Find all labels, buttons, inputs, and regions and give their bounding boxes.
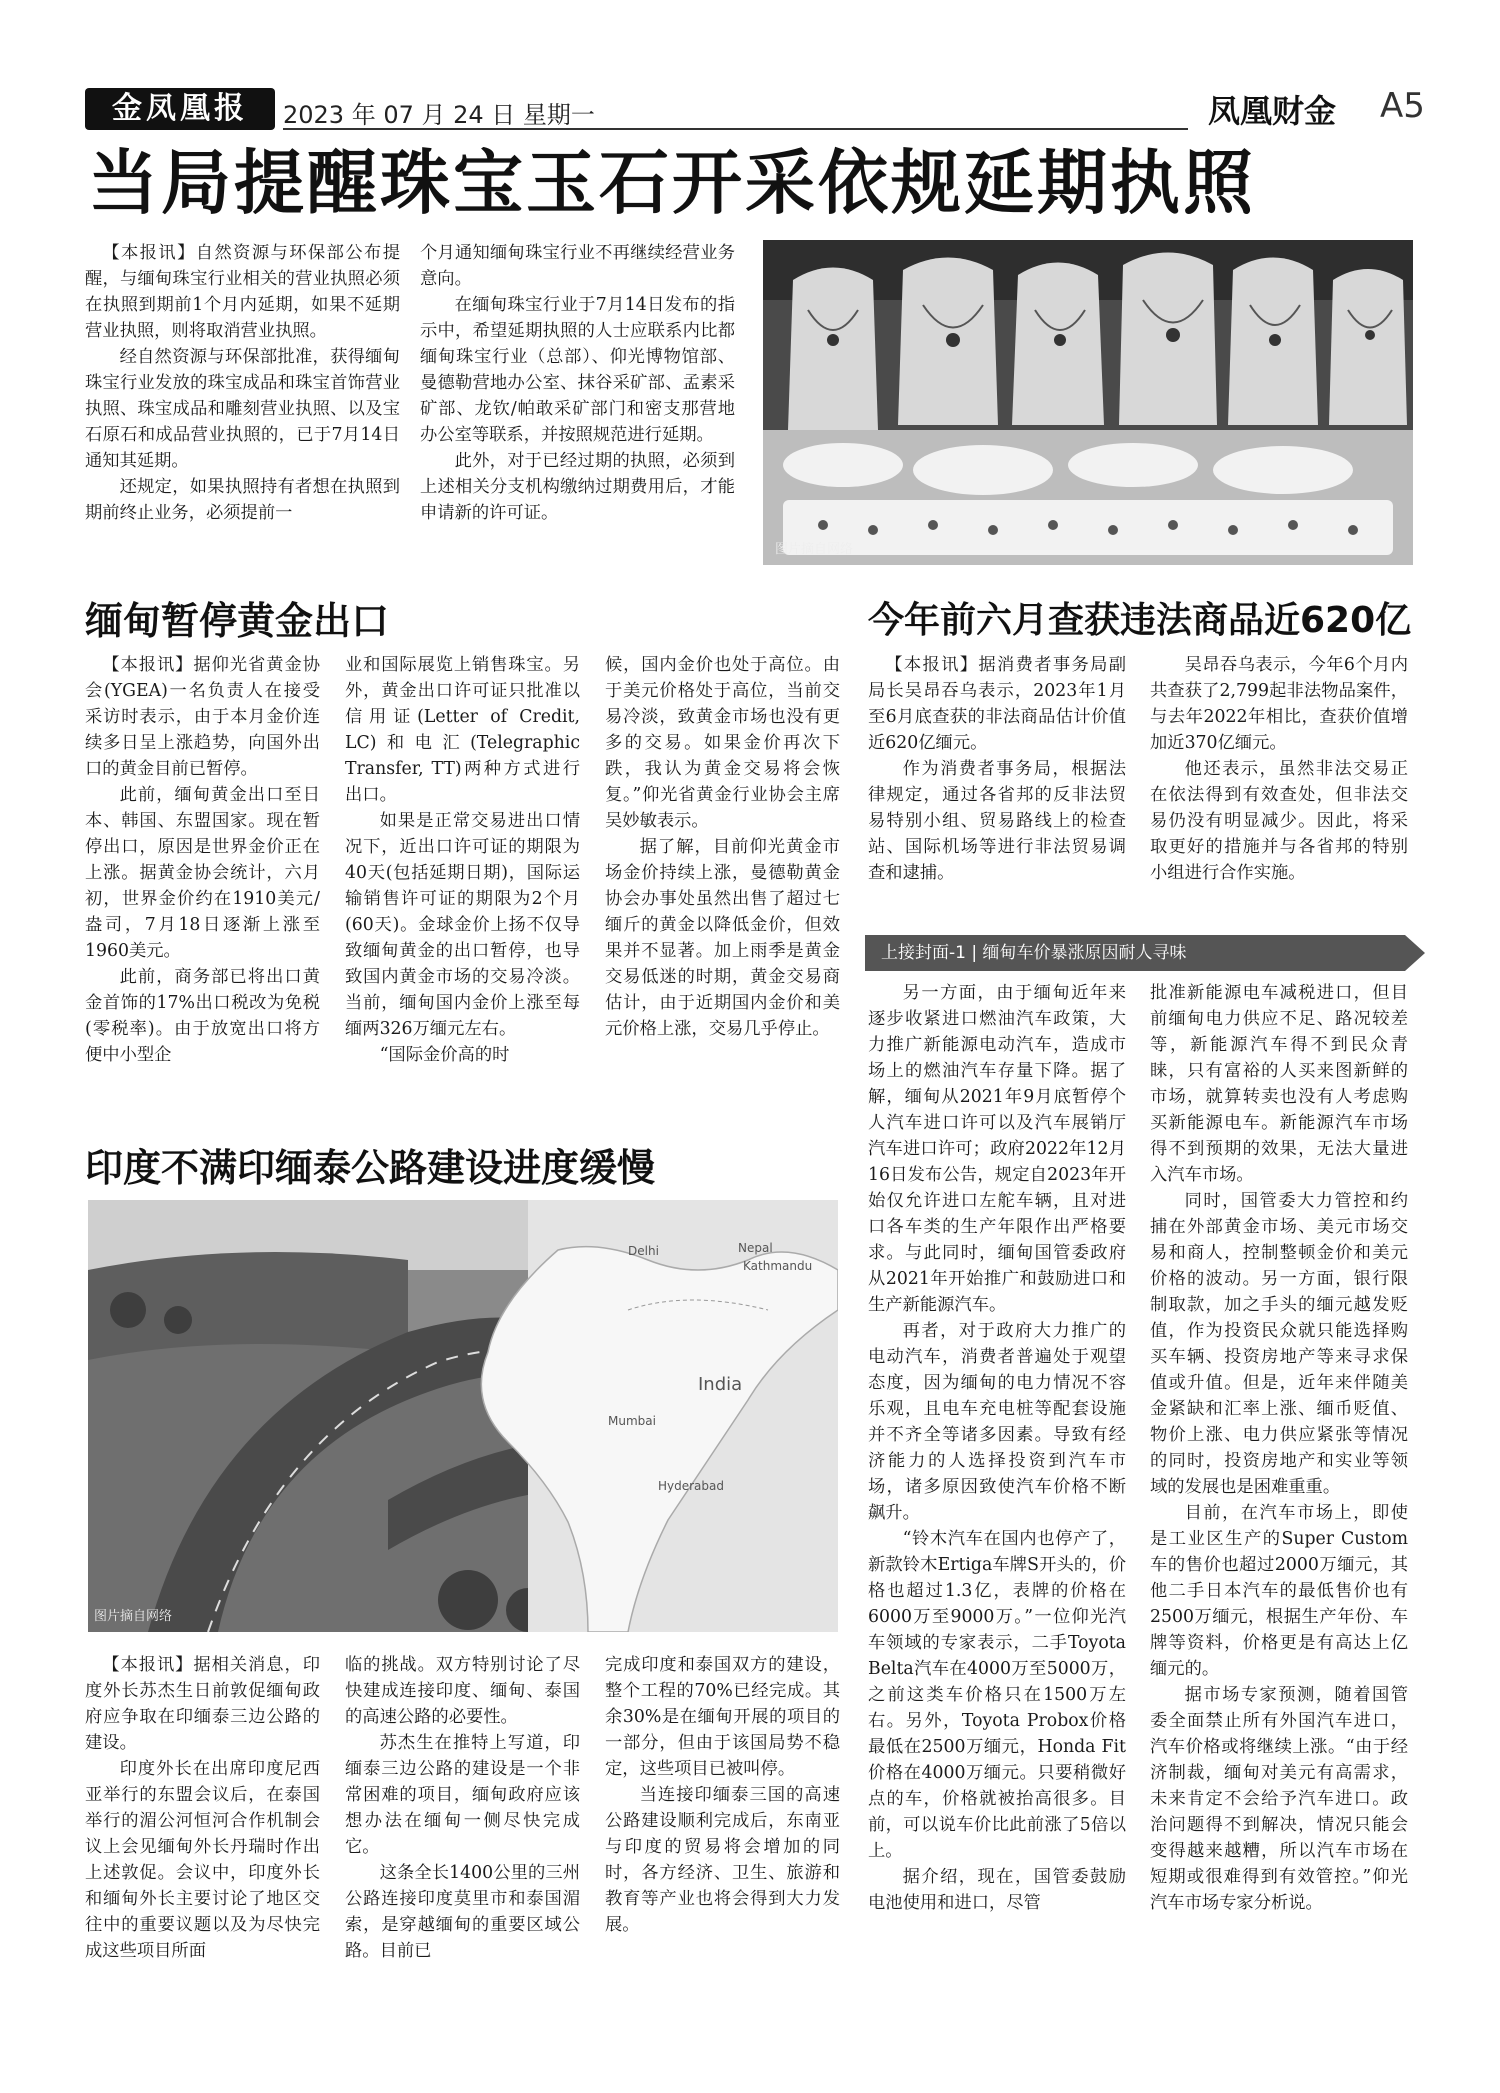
article4-column-1 — [868, 980, 1126, 1916]
paragraph: 此前，商务部已将出口黄金首饰的17%出口税改为免税(零税率)。由于放宽出口将方便中小型企 — [85, 967, 320, 1065]
paragraph: 印度外长在出席印度尼西亚举行的东盟会议后，在泰国举行的湄公河恒河合作机制会议上会见缅甸外长丹瑞时作出上述敦促。会议中，印度外长和缅甸外长主要讨论了地区交往中的重要议题以及为尽快完成这些项目所面 — [85, 1759, 320, 1961]
paragraph: 经自然资源与环保部批准，获得缅甸珠宝行业发放的珠宝成品和珠宝首饰营业执照、珠宝成品和雕刻营业执照、以及宝石原石和成品营业执照的，已于7月14日通知其延期。 — [85, 347, 400, 471]
article2-headline: 缅甸暂停黄金出口 — [85, 599, 390, 643]
photo-caption: 图片摘自网络 — [94, 1609, 173, 1624]
jewelry-display-illustration — [763, 240, 1413, 565]
paragraph: 苏杰生在推特上写道，印缅泰三边公路的建设是一个非常困难的项目，缅甸政府应该想办法在缅甸一侧尽快完成它。 — [345, 1733, 580, 1857]
paragraph: 业和国际展览上销售珠宝。另外，黄金出口许可证只批准以信用证(Letter of Credit, LC)和电汇(Telegraphic Transfer, TT)两种方式进行出口。 — [345, 655, 580, 805]
paragraph: 候，国内金价也处于高位。由于美元价格处于高位，当前交易冷淡，致黄金市场也没有更多的交易。如果金价再次下跌，我认为黄金交易将会恢复。”仰光省黄金行业协会主席吴妙敏表示。 — [605, 655, 840, 831]
paragraph: 【本报讯】自然资源与环保部公布提醒，与缅甸珠宝行业相关的营业执照必须在执照到期前1个月内延期，如果不延期营业执照，则将取消营业执照。 — [85, 243, 400, 341]
paragraph: 目前，在汽车市场上，即使是工业区生产的Super Custom车的售价也超过2000万缅元，其他二手日本汽车的最低售价也有2500万缅元，根据生产年份、车牌等资料，价格更是有高达上亿缅元的。 — [1150, 1503, 1408, 1679]
paragraph: 他还表示，虽然非法交易正在依法得到有效查处，但非法交易仍没有明显减少。因此，将采取更好的措施并与各省邦的特别小组进行合作实施。 — [1150, 759, 1408, 883]
paragraph: 此前，缅甸黄金出口至日本、韩国、东盟国家。现在暂停出口，原因是世界金价正在上涨。据黄金协会统计，六月初，世界金价约在1910美元/盎司，7月18日逐渐上涨至1960美元。 — [85, 785, 320, 961]
photo-caption: 图片摘自网络 — [775, 542, 854, 557]
paragraph: 在缅甸珠宝行业于7月14日发布的指示中，希望延期执照的人士应联系内比都缅甸珠宝行业（总部）、仰光博物馆部、曼德勒营地办公室、抹谷采矿部、孟素采矿部、龙钦/帕敢采矿部门和密支那营地办公室等联系，并按照规范进行延期。 — [420, 295, 735, 445]
paragraph: 【本报讯】据仰光省黄金协会(YGEA)一名负责人在接受采访时表示，由于本月金价连续多日呈上涨趋势，向国外出口的黄金目前已暂停。 — [85, 655, 320, 779]
paragraph: 【本报讯】据相关消息，印度外长苏杰生日前敦促缅甸政府应争取在印缅泰三边公路的建设。 — [85, 1655, 320, 1753]
highway-map-illustration — [88, 1200, 838, 1632]
article2-column-3 — [605, 652, 840, 1042]
article2-column-1 — [85, 652, 320, 1068]
article3-column-1 — [868, 652, 1126, 886]
paragraph: 这条全长1400公里的三州公路连接印度莫里市和泰国湄索，是穿越缅甸的重要区域公路。目前已 — [345, 1863, 580, 1961]
article3-column-2 — [1150, 652, 1408, 886]
paragraph: 批准新能源电车减税进口，但目前缅甸电力供应不足、路况较差等，新能源汽车得不到民众青睐，只有富裕的人买来图新鲜的市场，就算转卖也没有人考虑购买新能源电车。新能源汽车市场得不到预期的效果，无法大量进入汽车市场。 — [1150, 983, 1408, 1185]
paragraph: 据了解，目前仰光黄金市场金价持续上涨，曼德勒黄金协会办事处虽然出售了超过七缅斤的黄金以降低金价，但效果并不显著。加上雨季是黄金交易低迷的时期，黄金交易商估计，由于近期国内金价和美元价格上涨，交易几乎停止。 — [605, 837, 840, 1039]
paragraph: 再者，对于政府大力推广的电动汽车，消费者普遍处于观望态度，因为缅甸的电力情况不容乐观，且电车充电桩等配套设施并不齐全等诸多因素。导致有经济能力的人选择投资到汽车市场，诸多原因致使汽车价格不断飙升。 — [868, 1321, 1126, 1523]
paragraph: 临的挑战。双方特别讨论了尽快建成连接印度、缅甸、泰国的高速公路的必要性。 — [345, 1655, 580, 1727]
paragraph: 作为消费者事务局，根据法律规定，通过各省邦的反非法贸易特别小组、贸易路线上的检查站、国际机场等进行非法贸易调查和逮捕。 — [868, 759, 1126, 883]
paragraph: “铃木汽车在国内也停产了，新款铃木Ertiga车牌S开头的，价格也超过1.3亿，表牌的价格在6000万至9000万。”一位仰光汽车领域的专家表示，二手Toyota Belta汽车在4000万至5000万，之前这类车价格只在1500万左右。另外，Toyota Probox价格最低在2500万缅元，Honda Fit价格在4000万缅元。只要稍微好点的车，价格就被抬高很多。目前，可以说车价比此前涨了5倍以上。 — [868, 1529, 1126, 1861]
paragraph: 此外，对于已经过期的执照，必须到上述相关分支机构缴纳过期费用后，才能申请新的许可证。 — [420, 451, 735, 523]
paragraph: 据市场专家预测，随着国管委全面禁止所有外国汽车进口，汽车价格或将继续上涨。“由于经济制裁，缅甸对美元有高需求，未来肯定不会给予汽车进口。政治问题得不到解决，情况只能会变得越来越糟，所以汽车市场在短期或很难得到有效管控。”仰光汽车市场专家分析说。 — [1150, 1685, 1408, 1913]
article5-column-2 — [345, 1652, 580, 1964]
main-headline: 当局提醒珠宝玉石开采依规延期执照 — [88, 142, 1256, 224]
issue-date: 2023 年 07 月 24 日 星期一 — [283, 101, 595, 129]
page-number: A5 — [1380, 86, 1425, 126]
article5-column-1 — [85, 1652, 320, 1964]
paragraph: 个月通知缅甸珠宝行业不再继续经营业务意向。 — [420, 243, 735, 289]
map-label: Delhi — [628, 1244, 659, 1258]
map-label: Nepal — [738, 1241, 773, 1255]
paragraph: 同时，国管委大力管控和约捕在外部黄金市场、美元市场交易和商人，控制整顿金价和美元价格的波动。另一方面，银行限制取款，加之手头的缅元越发贬值，作为投资民众就只能选择购买车辆、投资房地产等来寻求保值或升值。但是，近年来伴随美金紧缺和汇率上涨、缅币贬值、物价上涨、电力供应紧张等情况的同时，投资房地产和实业等领域的发展也是困难重重。 — [1150, 1191, 1408, 1497]
map-label: Mumbai — [608, 1414, 656, 1428]
section-name: 凤凰财金 — [1208, 92, 1337, 130]
article3-headline: 今年前六月查获违法商品近620亿 — [868, 600, 1412, 641]
paragraph: 【本报讯】据消费者事务局副局长吴昂吞乌表示，2023年1月至6月底查获的非法商品估计价值近620亿缅元。 — [868, 655, 1126, 753]
article5-headline: 印度不满印缅泰公路建设进度缓慢 — [85, 1146, 656, 1190]
masthead-rule — [283, 128, 1188, 130]
masthead-logo: 金凤凰报 — [85, 88, 275, 130]
article1-column-1 — [85, 240, 400, 526]
paragraph: “国际金价高的时 — [379, 1045, 510, 1065]
paragraph: 吴昂吞乌表示，今年6个月内共查获了2,799起非法物品案件，与去年2022年相比，查获价值增加近370亿缅元。 — [1150, 655, 1408, 753]
highway-photo — [88, 1200, 838, 1632]
paragraph: 当连接印缅泰三国的高速公路建设顺利完成后，东南亚与印度的贸易将会增加的同时，各方经济、卫生、旅游和教育等产业也将会得到大力发展。 — [605, 1785, 840, 1935]
paragraph: 另一方面，由于缅甸近年来逐步收紧进口燃油汽车政策，大力推广新能源电动汽车，造成市场上的燃油汽车存量下降。据了解，缅甸从2021年9月底暂停个人汽车进口许可以及汽车展销厅汽车进口许可；政府2022年12月16日发布公告，规定自2023年开始仅允许进口左舵车辆，且对进口各车类的生产年限作出严格要求。与此同时，缅甸国管委政府从2021年开始推广和鼓励进口和生产新能源汽车。 — [868, 983, 1126, 1315]
article5-column-3 — [605, 1652, 840, 1938]
paragraph: 完成印度和泰国双方的建设，整个工程的70%已经完成。其余30%是在缅甸开展的项目的一部分，但由于该国局势不稳定，这些项目已被叫停。 — [605, 1655, 840, 1779]
paragraph: 还规定，如果执照持有者想在执照到期前终止业务，必须提前一 — [85, 477, 400, 523]
map-label: Hyderabad — [658, 1479, 724, 1493]
article2-column-2 — [345, 652, 580, 1068]
paragraph: 据介绍，现在，国管委鼓励电池使用和进口，尽管 — [868, 1867, 1126, 1913]
article4-column-2 — [1150, 980, 1408, 1916]
map-label: Kathmandu — [743, 1259, 813, 1273]
jewelry-display-photo — [763, 240, 1413, 565]
continued-from-cover-band: 上接封面-1 | 缅甸车价暴涨原因耐人寻味 — [865, 935, 1405, 971]
map-label: India — [698, 1374, 743, 1395]
article1-column-2 — [420, 240, 735, 526]
paragraph: 如果是正常交易进出口情况下，近出口许可证的期限为40天(包括延期日期)，国际运输销售许可证的期限为2个月(60天)。金球金价上扬不仅导致缅甸黄金的出口暂停，也导致国内黄金市场的交易冷淡。当前，缅甸国内金价上涨至每缅两326万缅元左右。 — [345, 811, 580, 1039]
